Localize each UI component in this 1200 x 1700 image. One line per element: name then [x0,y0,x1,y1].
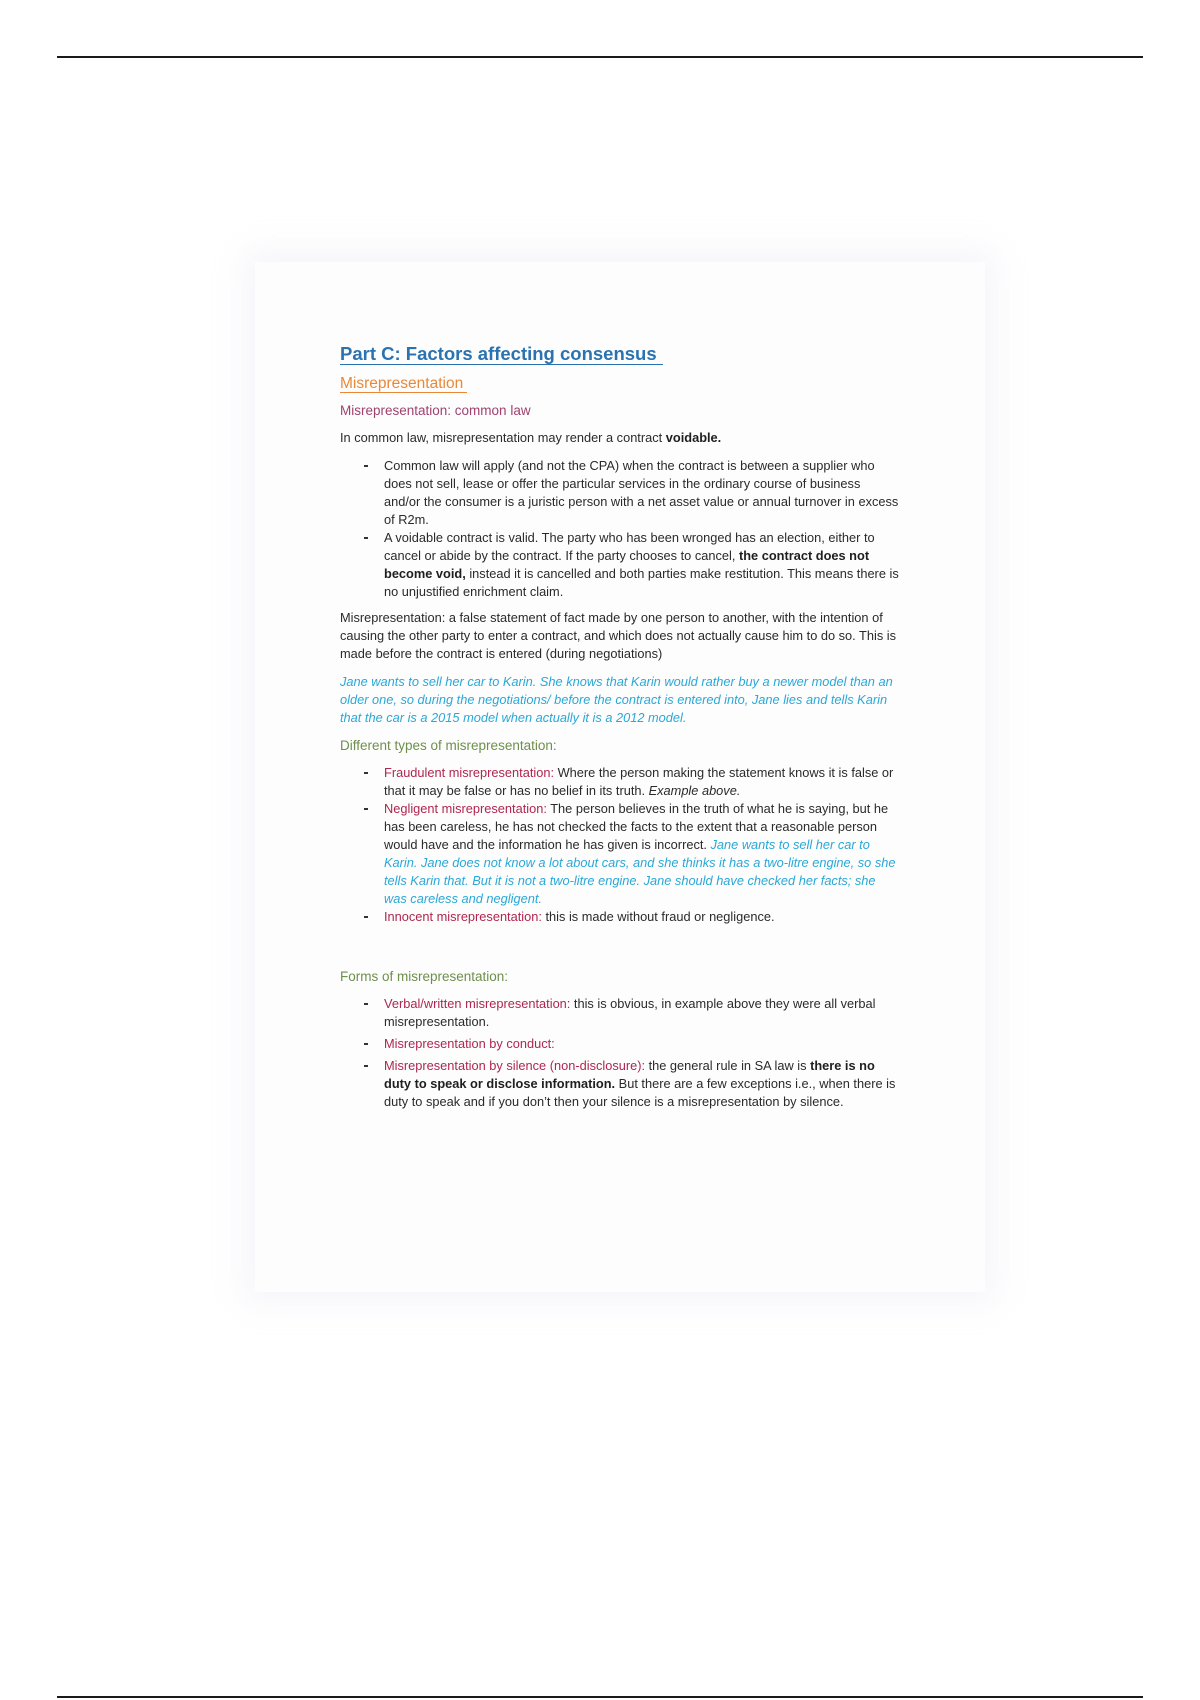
list-item: Misrepresentation by silence (non-disclosure): the general rule in SA law is there is no duty to speak or disclose information. But there are a few exceptions i.e., when there is duty to speak and if you don’t then your silence is a misrepresentation by silence. [340,1057,900,1111]
list-item: A voidable contract is valid. The party who has been wronged has an election, either to cancel or abide by the contract. If the party chooses to cancel, the contract does not become void, instead it is cancelled and both parties make restitution. This means there is no unjustified enrichment claim. [340,529,900,601]
top-rule [57,56,1143,58]
part-heading: Part C: Factors affecting consensus [340,342,900,366]
list-item: Misrepresentation by conduct: [340,1035,900,1053]
list-item: Innocent misrepresentation: this is made without fraud or negligence. [340,908,900,926]
list-item: Verbal/written misrepresentation: this is obvious, in example above they were all verbal misrepresentation. [340,995,900,1031]
bottom-rule [57,1696,1143,1698]
subsection-heading: Misrepresentation: common law [340,403,531,418]
common-law-list [340,457,900,601]
example-paragraph: Jane wants to sell her car to Karin. She knows that Karin would rather buy a newer model than an older one, so during the negotiations/ before the contract is entered into, Jane lies and tells Karin that the car is a 2015 model when actually it is a 2012 model. [340,674,893,725]
types-list [340,764,900,926]
forms-list [340,995,900,1111]
types-heading: Different types of misrepresentation: [340,738,557,753]
list-item: Fraudulent misrepresentation: Where the person making the statement knows it is false or that it may be false or has no belief in its truth. Example above. [340,764,900,800]
intro-paragraph: In common law, misrepresentation may render a contract voidable. [340,430,722,445]
definition-paragraph: Misrepresentation: a false statement of fact made by one person to another, with the intention of causing the other party to enter a contract, and which does not actually cause him to do so. This is made before the contract is entered (during negotiations) [340,610,897,661]
forms-heading: Forms of misrepresentation: [340,969,509,984]
list-item: Common law will apply (and not the CPA) when the contract is between a supplier who does not sell, lease or offer the particular services in the ordinary course of business and/or the consumer is a juristic person with a net asset value or annual turnover in excess of R2m. [340,457,900,529]
section-heading: Misrepresentation [340,374,900,394]
list-item: Negligent misrepresentation: The person believes in the truth of what he is saying, but he has been careless, he has not checked the facts to the extent that a reasonable person would have and the information he has given is incorrect. Jane wants to sell her car to Karin. Jane does not know a lot about cars, and she thinks it has a two-litre engine, so she tells Karin that. But it is not a two-litre engine. Jane should have checked her facts; she was careless and negligent. [340,800,900,908]
document-content [340,342,900,1119]
